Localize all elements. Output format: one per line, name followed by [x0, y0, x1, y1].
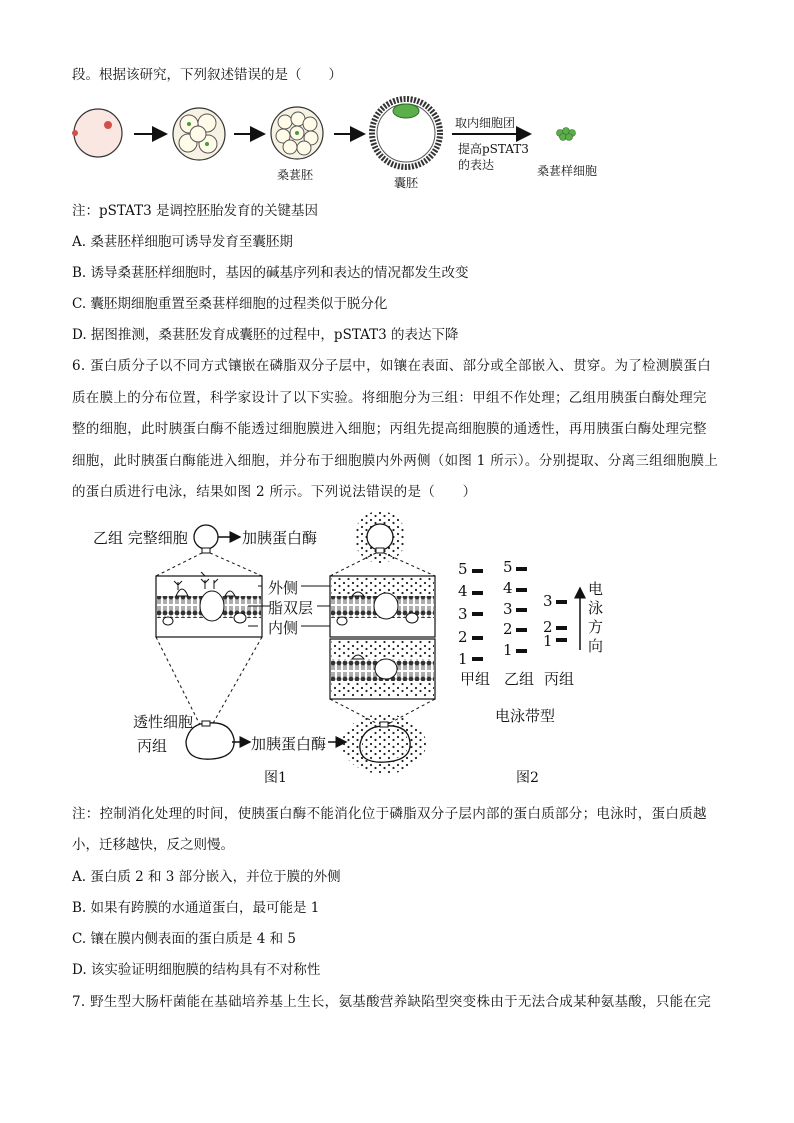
question-6-note-line-2: 小，迁移越快，反之则慢。 [72, 837, 234, 853]
trypsin-both-sides-membrane-box [330, 639, 435, 699]
question-6-option-c[interactable]: C. 镶在膜内侧表面的蛋白质是 4 和 5 [72, 931, 296, 947]
question-6-stem-line-5: 的蛋白质进行电泳，结果如图 2 所示。下列说法错误的是（ ） [72, 484, 477, 500]
band [516, 628, 527, 632]
band [556, 638, 567, 642]
intact-cell [194, 525, 218, 553]
inner-side-label: 内侧 [268, 619, 299, 637]
band [472, 636, 483, 640]
result-label: 桑葚样细胞 [537, 164, 598, 178]
blastocyst-label: 囊胚 [394, 176, 419, 190]
band-label: 3 [543, 592, 553, 610]
question-7-stem-line-1: 7. 野生型大肠杆菌能在基础培养基上生长，氨基酸营养缺陷型突变株由于无法合成某种氨基酸，只能在完 [72, 994, 712, 1010]
band [516, 608, 527, 612]
question-5-option-c[interactable]: C. 囊胚期细胞重置至桑葚样细胞的过程类似于脱分化 [72, 296, 388, 312]
figure-2-caption: 图2 [516, 770, 539, 786]
lane-label-a: 甲组 [460, 670, 491, 688]
band-label: 3 [458, 605, 468, 623]
group-b-intact-cell-label: 乙组 完整细胞 [93, 529, 188, 547]
question-5-option-d[interactable]: D. 据图推测，桑葚胚发育成囊胚的过程中，pSTAT3 的表达下降 [72, 327, 459, 343]
electrophoresis-direction-label: 电泳方向 [588, 580, 604, 655]
band-label: 1 [543, 632, 553, 650]
question-6-stem-line-2: 质在膜上的分布位置，科学家设计了以下实验。将细胞分为三组：甲组不作处理；乙组用胰蛋白酶处理完 [72, 390, 707, 406]
permeable-cell [186, 721, 234, 759]
add-trypsin-label-c: 加胰蛋白酶 [251, 735, 327, 753]
lane-label-c: 丙组 [544, 670, 575, 688]
lipid-bilayer-label: 脂双层 [268, 599, 314, 617]
morula-label: 桑葚胚 [277, 168, 314, 182]
group-c-label: 丙组 [137, 737, 168, 755]
band-label: 4 [503, 579, 513, 597]
question-6-option-a[interactable]: A. 蛋白质 2 和 3 部分嵌入，并位于膜的外侧 [72, 869, 341, 885]
figure-1-caption: 图1 [264, 770, 287, 786]
question-5-stem-tail: 段。根据该研究，下列叙述错误的是（ ） [72, 67, 342, 83]
trypsin-treated-cell-b [354, 511, 406, 563]
electrophoresis-pattern-label: 电泳带型 [495, 707, 556, 725]
band [516, 567, 527, 571]
trypsin-outside-membrane-box [330, 576, 435, 637]
band [516, 588, 527, 592]
band [516, 649, 527, 653]
band [556, 600, 567, 604]
question-5-option-a[interactable]: A. 桑葚胚样细胞可诱导发育至囊胚期 [72, 234, 293, 250]
band-label: 2 [503, 620, 513, 638]
question-6-option-d[interactable]: D. 该实验证明细胞膜的结构具有不对称性 [72, 962, 321, 978]
question-6-stem-line-3: 整的细胞，此时胰蛋白酶不能透过细胞膜进入细胞；丙组先提高细胞膜的通透性，再用胰蛋白酶处理完整 [72, 421, 707, 437]
native-membrane-box [156, 572, 262, 637]
band-label: 1 [458, 650, 468, 668]
step-take-inner-mass: 取内细胞团 [455, 116, 516, 130]
question-5-note: 注：pSTAT3 是调控胚胎发育的关键基因 [72, 203, 319, 219]
band-label: 5 [503, 558, 513, 576]
trypsin-treated-cell-c [342, 714, 426, 774]
band [472, 569, 483, 573]
band [472, 612, 483, 616]
band-label: 2 [458, 628, 468, 646]
step-raise-pstat3-1: 提高pSTAT3 [458, 142, 529, 156]
permeable-cell-label: 透性细胞 [133, 713, 194, 731]
step-raise-pstat3-2: 的表达 [458, 158, 495, 172]
band-label: 2 [543, 618, 553, 636]
band-label: 5 [458, 560, 468, 578]
question-6-stem-line-4: 细胞，此时胰蛋白酶能进入细胞，并分布于细胞膜内外两侧（如图 1 所示）。分别提取、分离三组细胞膜上 [72, 453, 719, 469]
band [472, 591, 483, 595]
band-label: 4 [458, 582, 468, 600]
band [556, 626, 567, 630]
outer-side-label: 外侧 [268, 579, 299, 597]
question-6-option-b[interactable]: B. 如果有跨膜的水通道蛋白，最可能是 1 [72, 900, 320, 916]
question-6-stem-line-1: 6. 蛋白质分子以不同方式镶嵌在磷脂双分子层中，如镶在表面、部分或全部嵌入、贯穿。为了检测膜蛋白 [72, 358, 712, 374]
add-trypsin-label-b: 加胰蛋白酶 [242, 529, 318, 547]
band [472, 657, 483, 661]
question-5-option-b[interactable]: B. 诱导桑葚胚样细胞时，基因的碱基序列和表达的情况都发生改变 [72, 265, 469, 281]
lane-label-b: 乙组 [504, 670, 535, 688]
band-label: 3 [503, 600, 513, 618]
band-label: 1 [503, 641, 513, 659]
question-6-note-line-1: 注：控制消化处理的时间，使胰蛋白酶不能消化位于磷脂双分子层内部的蛋白质部分；电泳时，蛋白质越 [72, 806, 707, 822]
